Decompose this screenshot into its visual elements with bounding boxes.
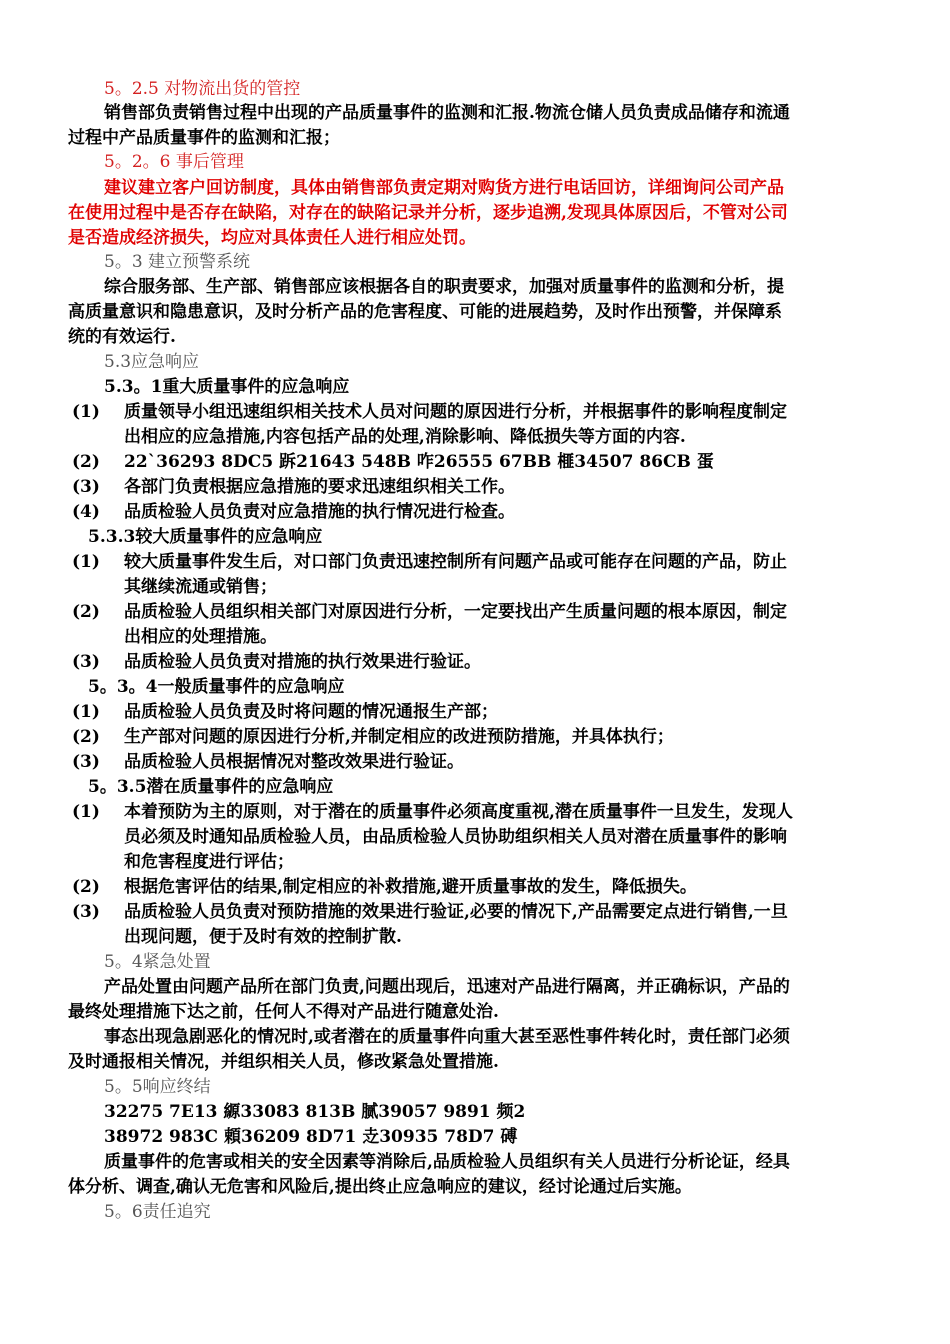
paragraph-line: 过程中产品质量事件的监测和汇报； [68, 128, 340, 148]
list-item-line: 本着预防为主的原则，对于潜在的质量事件必须高度重视,潜在质量事件一旦发生，发现人 [124, 802, 793, 822]
list-item-line: 质量领导小组迅速组织相关技术人员对问题的原因进行分析，并根据事件的影响程度制定 [124, 402, 787, 422]
section-heading-5-6: 5。6责任追究 [104, 1202, 211, 1222]
list-item-line: 品质检验人员负责对措施的执行效果进行验证。 [124, 652, 481, 672]
list-item-line: 较大质量事件发生后，对口部门负责迅速控制所有问题产品或可能存在问题的产品，防止 [124, 552, 787, 572]
list-item-number: (2) [72, 602, 100, 622]
section-heading-5-2-5: 5。2.5 对物流出货的管控 [104, 79, 301, 99]
list-item-line: 品质检验人员负责对预防措施的效果进行验证,必要的情况下,产品需要定点进行销售,一旦 [124, 902, 788, 922]
list-item-number: (3) [72, 752, 100, 772]
paragraph-line: 销售部负责销售过程中出现的产品质量事件的监测和汇报.物流仓储人员负责成品储存和流通 [104, 103, 790, 123]
list-item-number: (3) [72, 477, 100, 497]
list-item-line: 员必须及时通知品质检验人员，由品质检验人员协助组织相关人员对潜在质量事件的影响 [124, 827, 787, 847]
list-item-line: 22`36293 8DC5 跅21643 548B 咋26555 67BB 榧34507 86CB 蛋 [124, 452, 714, 472]
list-item-line: 品质检验人员负责对应急措施的执行情况进行检查。 [124, 502, 515, 522]
highlighted-paragraph-line: 是否造成经济损失，均应对具体责任人进行相应处罚。 [68, 228, 476, 248]
section-heading-5-3-warning: 5。3 建立预警系统 [104, 252, 251, 272]
list-item-line: 各部门负责根据应急措施的要求迅速组织相关工作。 [124, 477, 515, 497]
section-heading-5-3-3: 5.3.3较大质量事件的应急响应 [88, 527, 323, 547]
paragraph-line: 体分析、调查,确认无危害和风险后,提出终止应急响应的建议，经讨论通过后实施。 [68, 1177, 692, 1197]
list-item-number: (1) [72, 402, 100, 422]
list-item-number: (1) [72, 702, 100, 722]
list-item-number: (3) [72, 652, 100, 672]
section-heading-5-5: 5。5响应终结 [104, 1077, 211, 1097]
section-heading-5-2-6: 5。2。6 事后管理 [104, 152, 244, 172]
list-item-line: 出相应的处理措施。 [124, 627, 277, 647]
list-item-number: (1) [72, 802, 100, 822]
list-item-number: (2) [72, 452, 100, 472]
list-item-number: (3) [72, 902, 100, 922]
list-item-number: (2) [72, 727, 100, 747]
section-heading-5-3-5: 5。3.5潜在质量事件的应急响应 [88, 777, 334, 797]
highlighted-paragraph-line: 在使用过程中是否存在缺陷，对存在的缺陷记录并分析，逐步追溯,发现具体原因后，不管对公司 [68, 203, 788, 223]
paragraph-line: 高质量意识和隐患意识，及时分析产品的危害程度、可能的进展趋势，及时作出预警，并保障系 [68, 302, 782, 322]
paragraph-line: 最终处理措施下达之前，任何人不得对产品进行随意处治. [68, 1002, 499, 1022]
list-item-line: 生产部对问题的原因进行分析,并制定相应的改进预防措施，并具体执行； [124, 727, 674, 747]
paragraph-line: 事态出现急剧恶化的情况时,或者潜在的质量事件向重大甚至恶性事件转化时，责任部门必须 [104, 1027, 790, 1047]
code-line: 32275 7E13 縓33083 813B 腻39057 9891 频2 [104, 1102, 526, 1122]
list-item-line: 和危害程度进行评估； [124, 852, 294, 872]
paragraph-line: 质量事件的危害或相关的安全因素等消除后,品质检验人员组织有关人员进行分析论证，经具 [104, 1152, 790, 1172]
list-item-line: 品质检验人员负责及时将问题的情况通报生产部； [124, 702, 498, 722]
list-item-line: 出现问题，便于及时有效的控制扩散. [124, 927, 402, 947]
list-item-line: 根据危害评估的结果,制定相应的补救措施,避开质量事故的发生，降低损失。 [124, 877, 697, 897]
list-item-line: 品质检验人员组织相关部门对原因进行分析，一定要找出产生质量问题的根本原因，制定 [124, 602, 787, 622]
highlighted-paragraph-line: 建议建立客户回访制度，具体由销售部负责定期对购货方进行电话回访，详细询问公司产品 [104, 178, 784, 198]
list-item-line: 出相应的应急措施,内容包括产品的处理,消除影响、降低损失等方面的内容. [124, 427, 686, 447]
list-item-line: 品质检验人员根据情况对整改效果进行验证。 [124, 752, 464, 772]
paragraph-line: 综合服务部、生产部、销售部应该根据各自的职责要求，加强对质量事件的监测和分析，提 [104, 277, 784, 297]
section-heading-5-3-4: 5。3。4一般质量事件的应急响应 [88, 677, 345, 697]
list-item-number: (2) [72, 877, 100, 897]
section-heading-5-3-1: 5.3。1重大质量事件的应急响应 [104, 377, 350, 397]
code-line: 38972 983C 頼36209 8D71 赱30935 78D7 磗 [104, 1127, 518, 1147]
list-item-line: 其继续流通或销售； [124, 577, 277, 597]
list-item-number: (4) [72, 502, 100, 522]
paragraph-line: 及时通报相关情况，并组织相关人员，修改紧急处置措施. [68, 1052, 499, 1072]
paragraph-line: 统的有效运行. [68, 327, 176, 347]
list-item-number: (1) [72, 552, 100, 572]
paragraph-line: 产品处置由问题产品所在部门负责,问题出现后，迅速对产品进行隔离，并正确标识，产品的 [104, 977, 790, 997]
section-heading-5-3-response: 5.3应急响应 [104, 352, 200, 372]
section-heading-5-4: 5。4紧急处置 [104, 952, 211, 972]
